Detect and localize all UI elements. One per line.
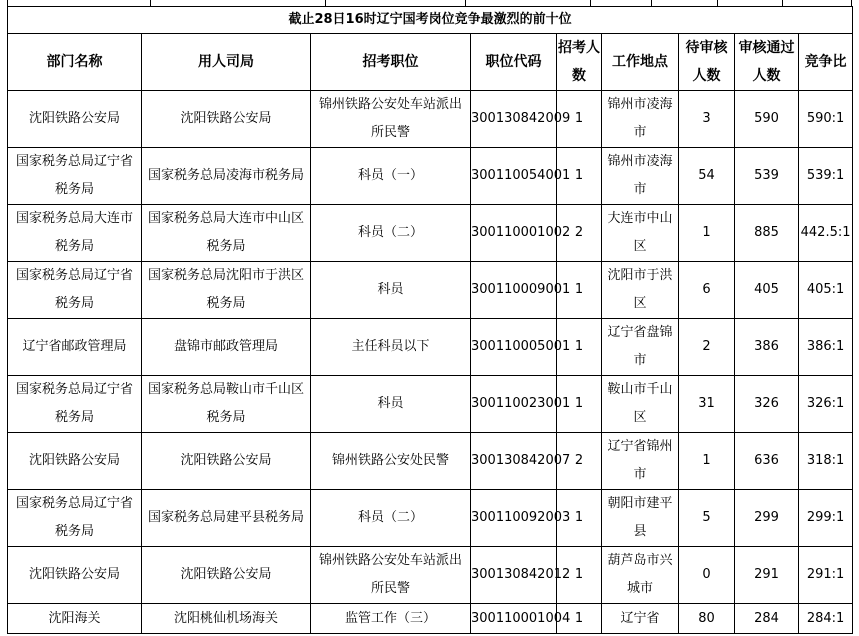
location-cell-line: 县 [633, 524, 647, 539]
bureau-cell [142, 91, 311, 148]
approved-cell: 636 [735, 433, 799, 490]
location-cell [602, 376, 679, 433]
position-cell [311, 91, 471, 148]
ratio-cell: 291:1 [799, 547, 853, 604]
dept-cell [8, 91, 142, 148]
table-row [8, 604, 853, 634]
position-cell-line: 主任科员以下 [351, 339, 430, 354]
position-cell [311, 490, 471, 547]
bureau-cell-line: 盘锦市邮政管理局 [173, 339, 278, 354]
location-cell-line: 市 [633, 353, 647, 368]
quota-cell: 1 [557, 148, 602, 205]
dept-cell-line: 税务局 [54, 182, 94, 197]
location-cell-line: 锦州市凌海 [607, 154, 673, 169]
approved-cell: 590 [735, 91, 799, 148]
location-cell [602, 547, 679, 604]
position-cell-line: 科员 [377, 396, 404, 411]
bureau-cell [142, 262, 311, 319]
code-cell: 300110023001 [471, 376, 557, 433]
position-cell-line: 科员（二） [357, 225, 423, 240]
bureau-cell-line: 沈阳铁路公安局 [180, 453, 272, 468]
quota-cell: 1 [557, 262, 602, 319]
dept-cell [8, 319, 142, 376]
table-row [8, 148, 853, 205]
bureau-cell-line: 沈阳铁路公安局 [180, 111, 272, 126]
ratio-cell: 284:1 [799, 604, 853, 634]
code-cell: 300110001002 [471, 205, 557, 262]
position-cell [311, 148, 471, 205]
dept-cell-line: 税务局 [54, 524, 94, 539]
dept-cell-line: 沈阳铁路公安局 [28, 111, 120, 126]
bureau-cell-line: 国家税务总局大连市中山区 [147, 211, 304, 226]
position-cell-line: 所民警 [370, 581, 410, 596]
position-cell-line: 监管工作（三） [344, 610, 436, 626]
pending-cell: 2 [679, 319, 735, 376]
dept-cell [8, 148, 142, 205]
code-cell: 300110092003 [471, 490, 557, 547]
pending-cell: 1 [679, 205, 735, 262]
location-cell-line: 锦州市凌海 [607, 97, 673, 112]
location-cell [602, 319, 679, 376]
location-cell [602, 490, 679, 547]
location-cell-line: 区 [633, 239, 647, 254]
position-cell [311, 262, 471, 319]
table-row [8, 319, 853, 376]
location-cell-line: 辽宁省盘锦 [607, 325, 673, 340]
quota-cell: 1 [557, 604, 602, 634]
bureau-cell [142, 205, 311, 262]
table-row [8, 262, 853, 319]
header-code: 职位代码 [471, 34, 557, 91]
position-cell-line: 科员 [377, 282, 404, 297]
position-cell [311, 205, 471, 262]
header-position: 招考职位 [311, 34, 471, 91]
dept-cell [8, 433, 142, 490]
table-row [8, 547, 853, 604]
dept-cell-line: 沈阳铁路公安局 [28, 453, 120, 468]
bureau-cell-line: 国家税务总局沈阳市于洪区 [147, 268, 304, 283]
approved-cell: 291 [735, 547, 799, 604]
bureau-cell-line: 国家税务总局建平县税务局 [147, 510, 304, 525]
ratio-cell: 442.5:1 [799, 205, 853, 262]
header-row [8, 34, 853, 91]
header-location: 工作地点 [602, 34, 679, 91]
dept-cell [8, 547, 142, 604]
dept-cell [8, 205, 142, 262]
bureau-cell [142, 433, 311, 490]
table-row [8, 376, 853, 433]
pending-cell: 5 [679, 490, 735, 547]
code-cell: 300110005001 [471, 319, 557, 376]
location-cell-line: 鞍山市千山 [607, 382, 673, 397]
quota-cell: 1 [557, 91, 602, 148]
bureau-cell-line: 税务局 [206, 410, 246, 425]
location-cell-line: 葫芦岛市兴 [607, 553, 673, 568]
approved-cell: 405 [735, 262, 799, 319]
location-cell-line: 区 [633, 296, 647, 311]
code-cell: 300110009001 [471, 262, 557, 319]
dept-cell-line: 国家税务总局辽宁省 [15, 154, 133, 169]
dept-cell-line: 辽宁省邮政管理局 [22, 339, 127, 354]
bureau-cell [142, 604, 311, 634]
location-cell [602, 148, 679, 205]
header-quota: 招考人 数 [557, 34, 602, 91]
bureau-cell [142, 547, 311, 604]
bureau-cell [142, 148, 311, 205]
position-cell-line: 科员（二） [357, 510, 423, 525]
location-cell [602, 604, 679, 634]
dept-cell-line: 沈阳海关 [48, 610, 101, 626]
quota-cell: 2 [557, 205, 602, 262]
location-cell-line: 市 [633, 467, 647, 482]
dept-cell [8, 604, 142, 634]
ratio-cell: 590:1 [799, 91, 853, 148]
dept-cell-line: 国家税务总局辽宁省 [15, 382, 133, 397]
header-pending: 待审核 人数 [679, 34, 735, 91]
bureau-cell [142, 319, 311, 376]
table-title: 截止28日16时辽宁国考岗位竞争最激烈的前十位 [8, 7, 853, 34]
location-cell-line: 朝阳市建平 [607, 496, 673, 511]
dept-cell-line: 税务局 [54, 239, 94, 254]
quota-cell: 1 [557, 376, 602, 433]
quota-cell: 1 [557, 319, 602, 376]
ranking-table [7, 6, 853, 634]
ratio-cell: 299:1 [799, 490, 853, 547]
code-cell: 300130842009 [471, 91, 557, 148]
bureau-cell [142, 490, 311, 547]
dept-cell [8, 262, 142, 319]
approved-cell: 299 [735, 490, 799, 547]
dept-cell [8, 490, 142, 547]
location-cell-line: 城市 [626, 581, 653, 596]
location-cell-line: 沈阳市于洪 [607, 268, 673, 283]
bureau-cell-line: 税务局 [206, 239, 246, 254]
approved-cell: 284 [735, 604, 799, 634]
pending-cell: 0 [679, 547, 735, 604]
approved-cell: 386 [735, 319, 799, 376]
ratio-cell: 539:1 [799, 148, 853, 205]
code-cell: 300130842012 [471, 547, 557, 604]
dept-cell-line: 税务局 [54, 410, 94, 425]
bureau-cell-line: 沈阳铁路公安局 [180, 567, 272, 582]
location-cell [602, 262, 679, 319]
pending-cell: 1 [679, 433, 735, 490]
position-cell-line: 锦州铁路公安处车站派出 [318, 97, 462, 112]
pending-cell: 6 [679, 262, 735, 319]
location-cell [602, 433, 679, 490]
code-cell: 300110054001 [471, 148, 557, 205]
header-approved: 审核通过 人数 [735, 34, 799, 91]
position-cell-line: 科员（一） [357, 168, 423, 183]
code-cell: 300130842007 [471, 433, 557, 490]
location-cell [602, 205, 679, 262]
position-cell [311, 376, 471, 433]
table-row [8, 490, 853, 547]
ratio-cell: 326:1 [799, 376, 853, 433]
bureau-cell-line: 税务局 [206, 296, 246, 311]
table-row [8, 433, 853, 490]
dept-cell-line: 税务局 [54, 296, 94, 311]
dept-cell-line: 国家税务总局辽宁省 [15, 268, 133, 283]
ratio-cell: 405:1 [799, 262, 853, 319]
pending-cell: 3 [679, 91, 735, 148]
location-cell-line: 区 [633, 410, 647, 425]
table-row [8, 205, 853, 262]
pending-cell: 54 [679, 148, 735, 205]
position-cell [311, 433, 471, 490]
location-cell-line: 大连市中山 [607, 211, 673, 226]
position-cell [311, 604, 471, 634]
position-cell [311, 547, 471, 604]
bureau-cell-line: 国家税务总局凌海市税务局 [147, 168, 304, 183]
position-cell-line: 所民警 [370, 125, 410, 140]
dept-cell-line: 国家税务总局大连市 [15, 211, 133, 226]
dept-cell-line: 国家税务总局辽宁省 [15, 496, 133, 511]
bureau-cell [142, 376, 311, 433]
header-ratio: 竞争比 [799, 34, 853, 91]
location-cell-line: 辽宁省锦州 [607, 439, 673, 454]
table-row [8, 91, 853, 148]
header-bureau: 用人司局 [142, 34, 311, 91]
position-cell-line: 锦州铁路公安处车站派出 [318, 553, 462, 568]
quota-cell: 1 [557, 490, 602, 547]
approved-cell: 326 [735, 376, 799, 433]
location-cell [602, 91, 679, 148]
pending-cell: 31 [679, 376, 735, 433]
quota-cell: 2 [557, 433, 602, 490]
dept-cell [8, 376, 142, 433]
ratio-cell: 318:1 [799, 433, 853, 490]
approved-cell: 885 [735, 205, 799, 262]
quota-cell: 1 [557, 547, 602, 604]
ratio-cell: 386:1 [799, 319, 853, 376]
location-cell-line: 市 [633, 182, 647, 197]
location-cell-line: 市 [633, 125, 647, 140]
header-dept: 部门名称 [8, 34, 142, 91]
location-cell-line: 辽宁省 [620, 610, 660, 626]
bureau-cell-line: 国家税务总局鞍山市千山区 [147, 382, 304, 397]
position-cell-line: 锦州铁路公安处民警 [331, 453, 449, 468]
dept-cell-line: 沈阳铁路公安局 [28, 567, 120, 582]
bureau-cell-line: 沈阳桃仙机场海关 [173, 610, 278, 626]
pending-cell: 80 [679, 604, 735, 634]
approved-cell: 539 [735, 148, 799, 205]
code-cell: 300110001004 [471, 604, 557, 634]
position-cell [311, 319, 471, 376]
